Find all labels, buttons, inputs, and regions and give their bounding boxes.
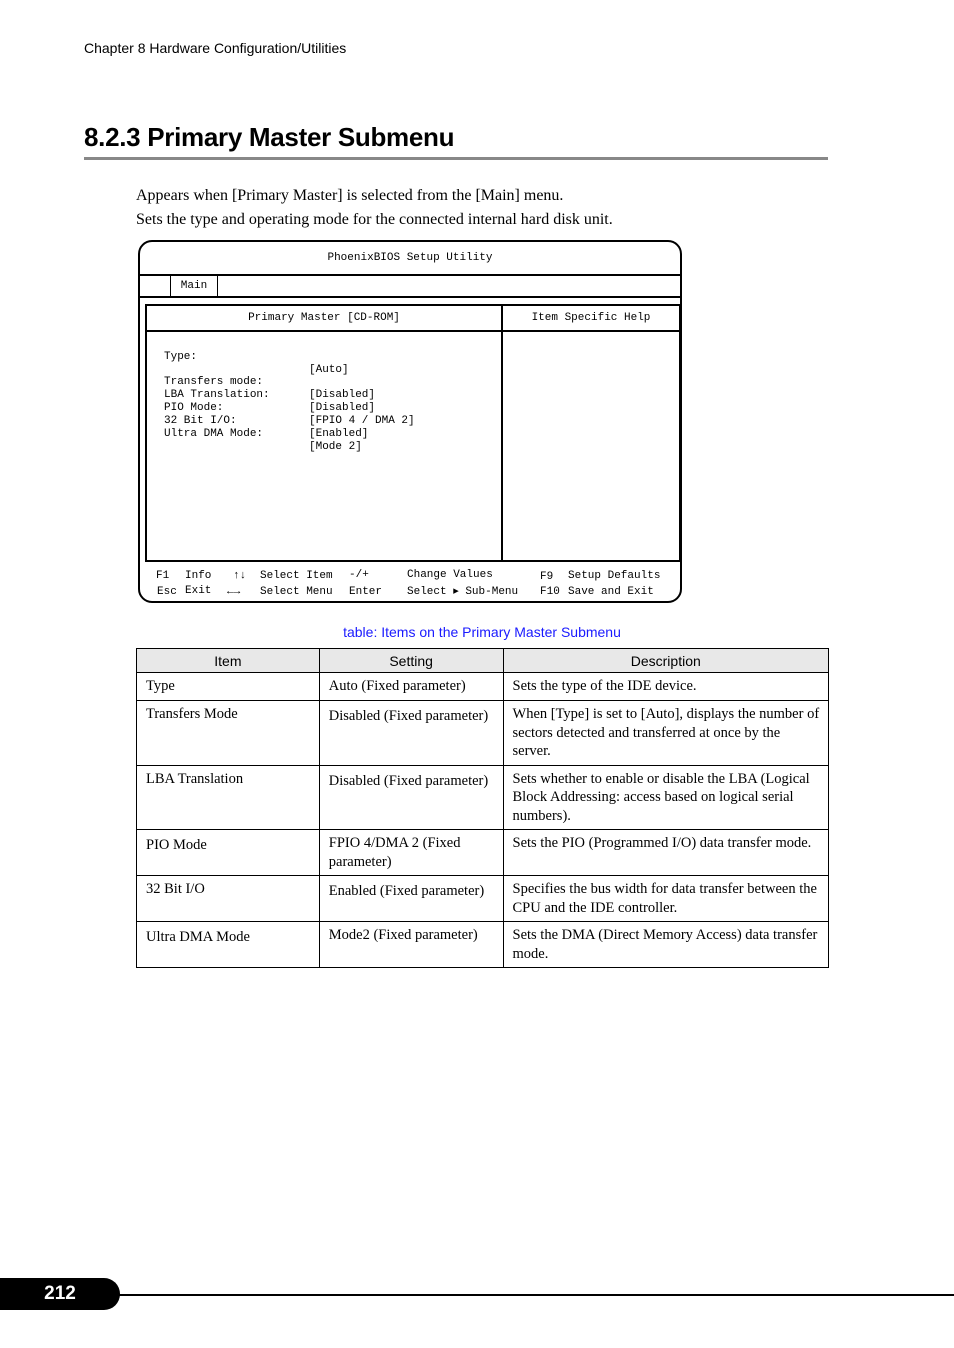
cell-setting: Disabled (Fixed parameter) [319,765,503,830]
cell-item: PIO Mode [137,830,320,876]
cell-description: Sets whether to enable or disable the LBA (Logical Block Addressing: access based on logical serial numbers). [503,765,828,830]
table-header-row [137,649,829,673]
key-f9-label: Setup Defaults [568,570,661,582]
items-table [136,648,829,968]
column-header-setting: Setting [319,649,503,673]
bios-row-value[interactable]: [Disabled] [309,389,376,401]
key-enter: Enter [349,586,383,598]
bios-row-label: 32 Bit I/O: [164,415,237,427]
cell-description: Sets the PIO (Programmed I/O) data transfer mode. [503,830,828,876]
cell-item: Transfers Mode [137,701,320,766]
key-f10: F10 [540,586,560,598]
bios-help-title: Item Specific Help [503,306,679,332]
cell-description: Sets the DMA (Direct Memory Access) data transfer mode. [503,922,828,968]
bios-row-type[interactable] [164,338,349,376]
bios-row-label: Type: [164,351,198,363]
intro-text [136,184,613,232]
intro-line-1: Appears when [Primary Master] is selected from the [Main] menu. [136,187,564,204]
table-caption: table: Items on the Primary Master Submenu [343,624,621,640]
bios-row-value[interactable]: [FPIO 4 / DMA 2] [309,415,415,427]
bios-row-value[interactable]: [Enabled] [309,428,369,440]
left-right-arrows-icon: ←→ [227,586,241,598]
bios-panel-title: Primary Master [CD-ROM] [147,306,501,332]
key-updown-label: Select Item [260,570,333,582]
bios-row-label: Ultra DMA Mode: [164,428,264,440]
cell-description: Sets the type of the IDE device. [503,673,828,701]
column-header-item: Item [137,649,320,673]
key-esc: Esc [157,586,177,598]
bios-help-panel [503,304,681,562]
cell-description: When [Type] is set to [Auto], displays the number of sectors detected and transferred at once by the server. [503,701,828,766]
key-f10-label: Save and Exit [568,586,654,598]
cell-setting: Enabled (Fixed parameter) [319,876,503,922]
key-f1-label: Info [185,570,212,582]
section-title: 8.2.3 Primary Master Submenu [84,122,828,160]
bios-key-legend [140,568,680,602]
cell-item: 32 Bit I/O [137,876,320,922]
table-row [137,765,829,830]
bios-row-label: Transfers mode: [164,376,264,388]
cell-setting: Disabled (Fixed parameter) [319,701,503,766]
cell-setting: Auto (Fixed parameter) [319,673,503,701]
footer-rule [110,1294,954,1296]
bios-row-label: LBA Translation: [164,389,270,401]
key-leftright-label: Select Menu [260,586,333,598]
key-f1: F1 [156,570,170,582]
bios-screen [138,240,682,603]
up-down-arrows-icon: ↑↓ [233,570,247,582]
cell-item: Ultra DMA Mode [137,922,320,968]
cell-setting: FPIO 4/DMA 2 (Fixed parameter) [319,830,503,876]
column-header-description: Description [503,649,828,673]
intro-line-2: Sets the type and operating mode for the connected internal hard disk unit. [136,211,613,228]
key-esc-label: Exit [185,585,212,597]
page-number: 212 [0,1278,120,1310]
table-row [137,673,829,701]
bios-settings-list [164,338,415,453]
cell-item: Type [137,673,320,701]
bios-row-value[interactable]: [Auto] [309,364,349,376]
running-head: Chapter 8 Hardware Configuration/Utilities [84,40,347,56]
bios-menubar [140,274,680,298]
table-row [137,701,829,766]
bios-row-label: PIO Mode: [164,402,224,414]
bios-tab-main[interactable]: Main [170,276,218,296]
key-enter-label: Select ▸ Sub-Menu [407,586,519,598]
cell-description: Specifies the bus width for data transfer between the CPU and the IDE controller. [503,876,828,922]
key-minus-plus: -/+ [349,569,369,581]
bios-title: PhoenixBIOS Setup Utility [327,252,493,264]
bios-row-value[interactable]: [Disabled] [309,402,376,414]
cell-item: LBA Translation [137,765,320,830]
table-row [137,922,829,968]
bios-row-value[interactable]: [Mode 2] [309,441,362,453]
key-minus-plus-label: Change Values [407,569,493,581]
bios-settings-panel [145,304,503,562]
table-row [137,830,829,876]
table-row [137,876,829,922]
cell-setting: Mode2 (Fixed parameter) [319,922,503,968]
key-f9: F9 [540,571,554,583]
